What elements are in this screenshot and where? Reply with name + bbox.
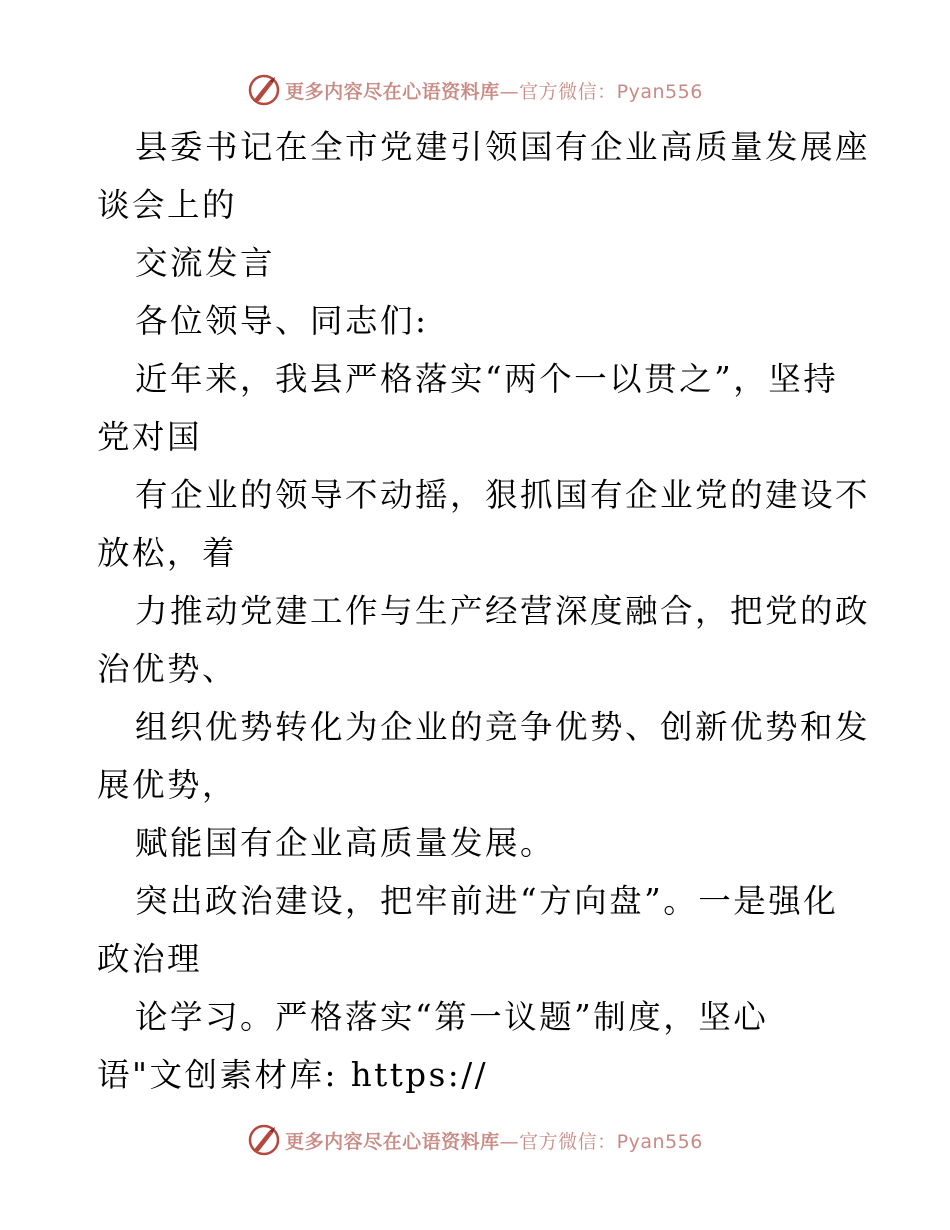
text-line: 党对国 xyxy=(97,418,203,456)
text-line: 语"文创素材库: https:// xyxy=(97,1056,489,1094)
text-line: 论学习。严格落实“第一议题”制度，坚心 xyxy=(135,998,769,1036)
quill-pen-circle-icon xyxy=(247,1123,281,1157)
watermark-text: 更多内容尽在心语资料库—官方微信：Pyan556 xyxy=(285,1130,703,1153)
text-line: 放松，着 xyxy=(97,534,238,572)
text-line: 有企业的领导不动摇，狠抓国有企业党的建设不 xyxy=(135,476,871,514)
text-line: 展优势， xyxy=(97,766,238,804)
text-line: 突出政治建设，把牢前进“方向盘”。一是强化 xyxy=(135,882,839,920)
text-line: 交流发言 xyxy=(135,244,276,282)
quill-pen-circle-icon xyxy=(247,73,281,107)
text-line: 赋能国有企业高质量发展。 xyxy=(135,824,556,862)
text-line: 治优势、 xyxy=(97,650,238,688)
watermark-text: 更多内容尽在心语资料库—官方微信：Pyan556 xyxy=(285,80,703,103)
text-line: 组织优势转化为企业的竞争优势、创新优势和发 xyxy=(135,708,871,746)
text-line: 谈会上的 xyxy=(97,186,238,224)
text-line: 政治理 xyxy=(97,940,203,978)
text-line: 县委书记在全市党建引领国有企业高质量发展座 xyxy=(135,128,871,166)
text-line: 各位领导、同志们: xyxy=(135,302,429,340)
header-watermark xyxy=(0,70,950,110)
footer-watermark xyxy=(0,1120,950,1160)
text-line: 力推动党建工作与生产经营深度融合，把党的政 xyxy=(135,592,871,630)
text-line: 近年来，我县严格落实“两个一以贯之”，坚持 xyxy=(135,360,839,398)
document-body xyxy=(97,118,871,1104)
